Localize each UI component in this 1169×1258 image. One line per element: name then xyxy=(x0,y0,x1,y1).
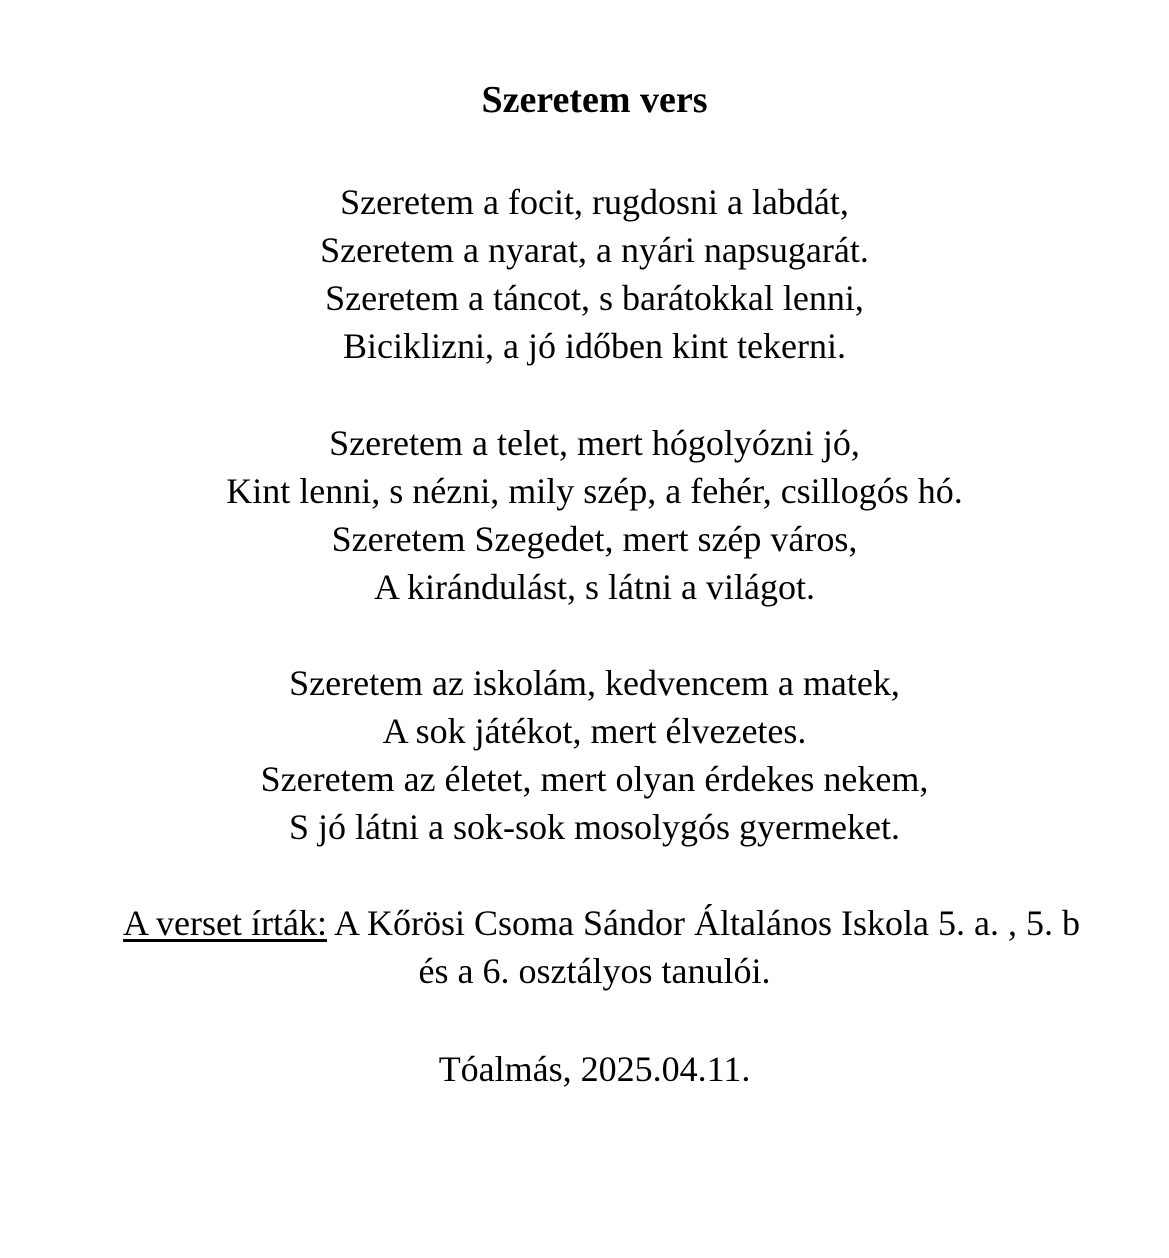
stanza-1 xyxy=(0,178,1169,370)
poem-line: Szeretem a focit, rugdosni a labdát, xyxy=(340,182,849,222)
poem-line: Szeretem a telet, mert hógolyózni jó, xyxy=(329,423,860,463)
place-and-date: Tóalmás, 2025.04.11. xyxy=(438,1049,751,1089)
authors-credit xyxy=(0,899,1169,995)
poem-line: Szeretem a táncot, s barátokkal lenni, xyxy=(325,278,864,318)
poem-line: A sok játékot, mert élvezetes. xyxy=(382,711,807,751)
poem-line: Szeretem a nyarat, a nyári napsugarát. xyxy=(320,230,869,270)
poem-line: A kirándulást, s látni a világot. xyxy=(374,567,815,607)
credit-line: és a 6. osztályos tanulói. xyxy=(418,951,771,991)
poem-line: Szeretem az életet, mert olyan érdekes nekem, xyxy=(260,759,929,799)
stanza-2 xyxy=(0,419,1169,611)
poem-line: Biciklizni, a jó időben kint tekerni. xyxy=(343,326,846,366)
poem-line: Kint lenni, s nézni, mily szép, a fehér, csillogós hó. xyxy=(226,471,963,511)
credit-label: A verset írták: xyxy=(123,903,327,943)
poem-title: Szeretem vers xyxy=(481,79,708,121)
poem-line: Szeretem az iskolám, kedvencem a matek, xyxy=(289,663,900,703)
credit-text: A Kőrösi Csoma Sándor Általános Iskola 5. a. , 5. b xyxy=(327,903,1080,943)
poem-line: Szeretem Szegedet, mert szép város, xyxy=(331,519,858,559)
credit-line xyxy=(0,899,1169,947)
stanza-3 xyxy=(0,659,1169,851)
poem-line: S jó látni a sok-sok mosolygós gyermeket. xyxy=(289,807,900,847)
